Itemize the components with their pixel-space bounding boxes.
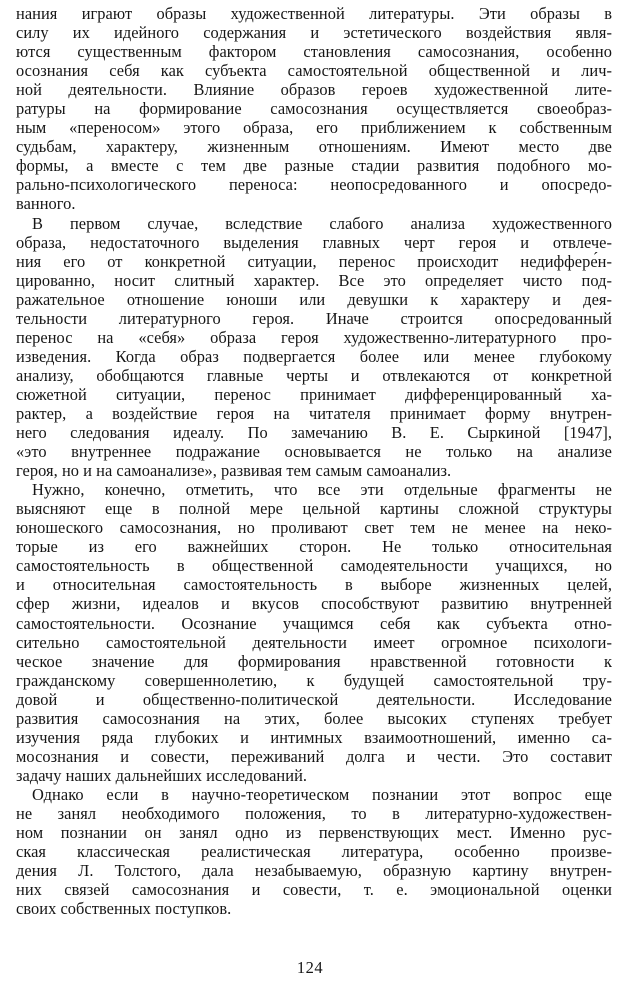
text-line: ская классическая реалистическая литература, особенно произве- — [16, 842, 612, 862]
text-line: изучения ряда глубоких и интимных взаимоотношений, именно са- — [16, 727, 612, 747]
text-line: формы, а вместе с тем две разные стадии развития подобного мо- — [16, 156, 612, 176]
text-line: и относительная самостоятельность в выборе жизненных целей, — [16, 575, 612, 595]
text-line: ном познании он занял одно из первенствующих мест. Именно рус- — [16, 823, 612, 843]
text-line: анализу, обобщаются главные черты и отвлекаются от конкретной — [16, 365, 612, 385]
text-line: рально-психологического переноса: неопосредованного и опосредо- — [16, 175, 612, 195]
page-number: 124 — [296, 958, 324, 977]
text-line: дения Л. Толстого, дала незабываемую, образную картину внутрен- — [16, 861, 612, 881]
text-line: задачу наших дальнейших исследований. — [16, 765, 308, 785]
text-line: ния его от конкретной ситуации, перенос происходит недиффере́н- — [16, 251, 612, 271]
paragraph-3 — [16, 480, 612, 785]
text-line: цированно, носит слитный характер. Все это определяет чисто под- — [16, 270, 612, 290]
text-line: ражательное отношение юноши или девушки к характеру и дея- — [16, 289, 612, 309]
text-line: ным «переносом» этого образа, его приближением к собственным — [16, 118, 612, 138]
text-line: осознания себя как субъекта самостоятельной общественной и лич- — [16, 61, 612, 81]
text-line: образа, недостаточного выделения главных черт героя и отвлече- — [16, 232, 612, 252]
text-line: Однако если в научно-теоретическом познании этот вопрос еще — [32, 784, 612, 804]
text-line: силу их идейного содержания и эстетического воздействия явля- — [16, 23, 612, 43]
text-line: «это внутреннее подражание основывается не только на анализе — [16, 442, 612, 462]
text-line: рактер, а воздействие героя на читателя принимает форму внутрен- — [16, 403, 612, 423]
text-line: ческое значение для формирования нравственной готовности к — [16, 651, 612, 671]
text-line: Нужно, конечно, отметить, что все эти отдельные фрагменты не — [32, 480, 612, 500]
text-line: мосознания и совести, переживаний долга и чести. Это составит — [16, 746, 612, 766]
text-line: них связей самосознания и совести, т. е. эмоциональной оценки — [16, 880, 612, 900]
text-line: сительно самостоятельной деятельности имеет огромное психологи- — [16, 632, 612, 652]
text-line: не занял необходимого положения, то в литературно-художествен- — [16, 803, 612, 823]
text-line: развития самосознания на этих, более высоких ступенях требует — [16, 708, 612, 728]
text-line: юношеского самосознания, но проливают свет тем не менее на неко- — [16, 518, 612, 538]
text-line: самостоятельность в общественной самодеятельности учащихся, но — [16, 556, 612, 576]
text-line: ванного. — [16, 194, 76, 214]
text-line: самостоятельности. Осознание учащимся себя как субъекта отно- — [16, 613, 612, 633]
paragraph-2 — [16, 214, 612, 481]
text-line: судьбам, характеру, жизненным отношениям. Имеют место две — [16, 137, 612, 157]
text-line: довой и общественно-политической деятельности. Исследование — [16, 689, 612, 709]
text-line: своих собственных поступков. — [16, 899, 232, 919]
text-line: ратуры на формирование самосознания осуществляется своеобраз- — [16, 99, 612, 119]
text-line: нания играют образы художественной литературы. Эти образы в — [16, 4, 612, 23]
paragraph-4 — [16, 785, 612, 918]
text-line: него следования идеалу. По замечанию В. Е. Сыркиной [1947], — [16, 423, 612, 443]
text-line: сюжетной ситуации, перенос принимает дифференцированный ха- — [16, 384, 612, 404]
text-line: изведения. Когда образ подвергается более или менее глубокому — [16, 346, 612, 366]
text-line: В первом случае, вследствие слабого анализа художественного — [32, 213, 612, 233]
paragraph-1 — [16, 4, 612, 214]
text-line: гражданскому совершеннолетию, к будущей самостоятельной тру- — [16, 670, 612, 690]
text-line: сфер жизни, идеалов и вкусов способствуют развитию внутренней — [16, 594, 612, 614]
text-line: торые из его важнейших сторон. Не только относительная — [16, 537, 612, 557]
text-line: тельности литературного героя. Иначе строится опосредованный — [16, 308, 612, 328]
text-line: ной деятельности. Влияние образов героев художественной лите- — [16, 80, 612, 100]
page-text-body — [16, 4, 612, 918]
text-line: ются существенным фактором становления самосознания, особенно — [16, 42, 612, 62]
text-line: перенос на «себя» образа героя художественно-литературного про- — [16, 327, 612, 347]
text-line: героя, но и на самоанализе», развивая тем самым самоанализ. — [16, 461, 452, 481]
text-line: выясняют еще в полной мере цельной картины сложной структуры — [16, 499, 612, 519]
